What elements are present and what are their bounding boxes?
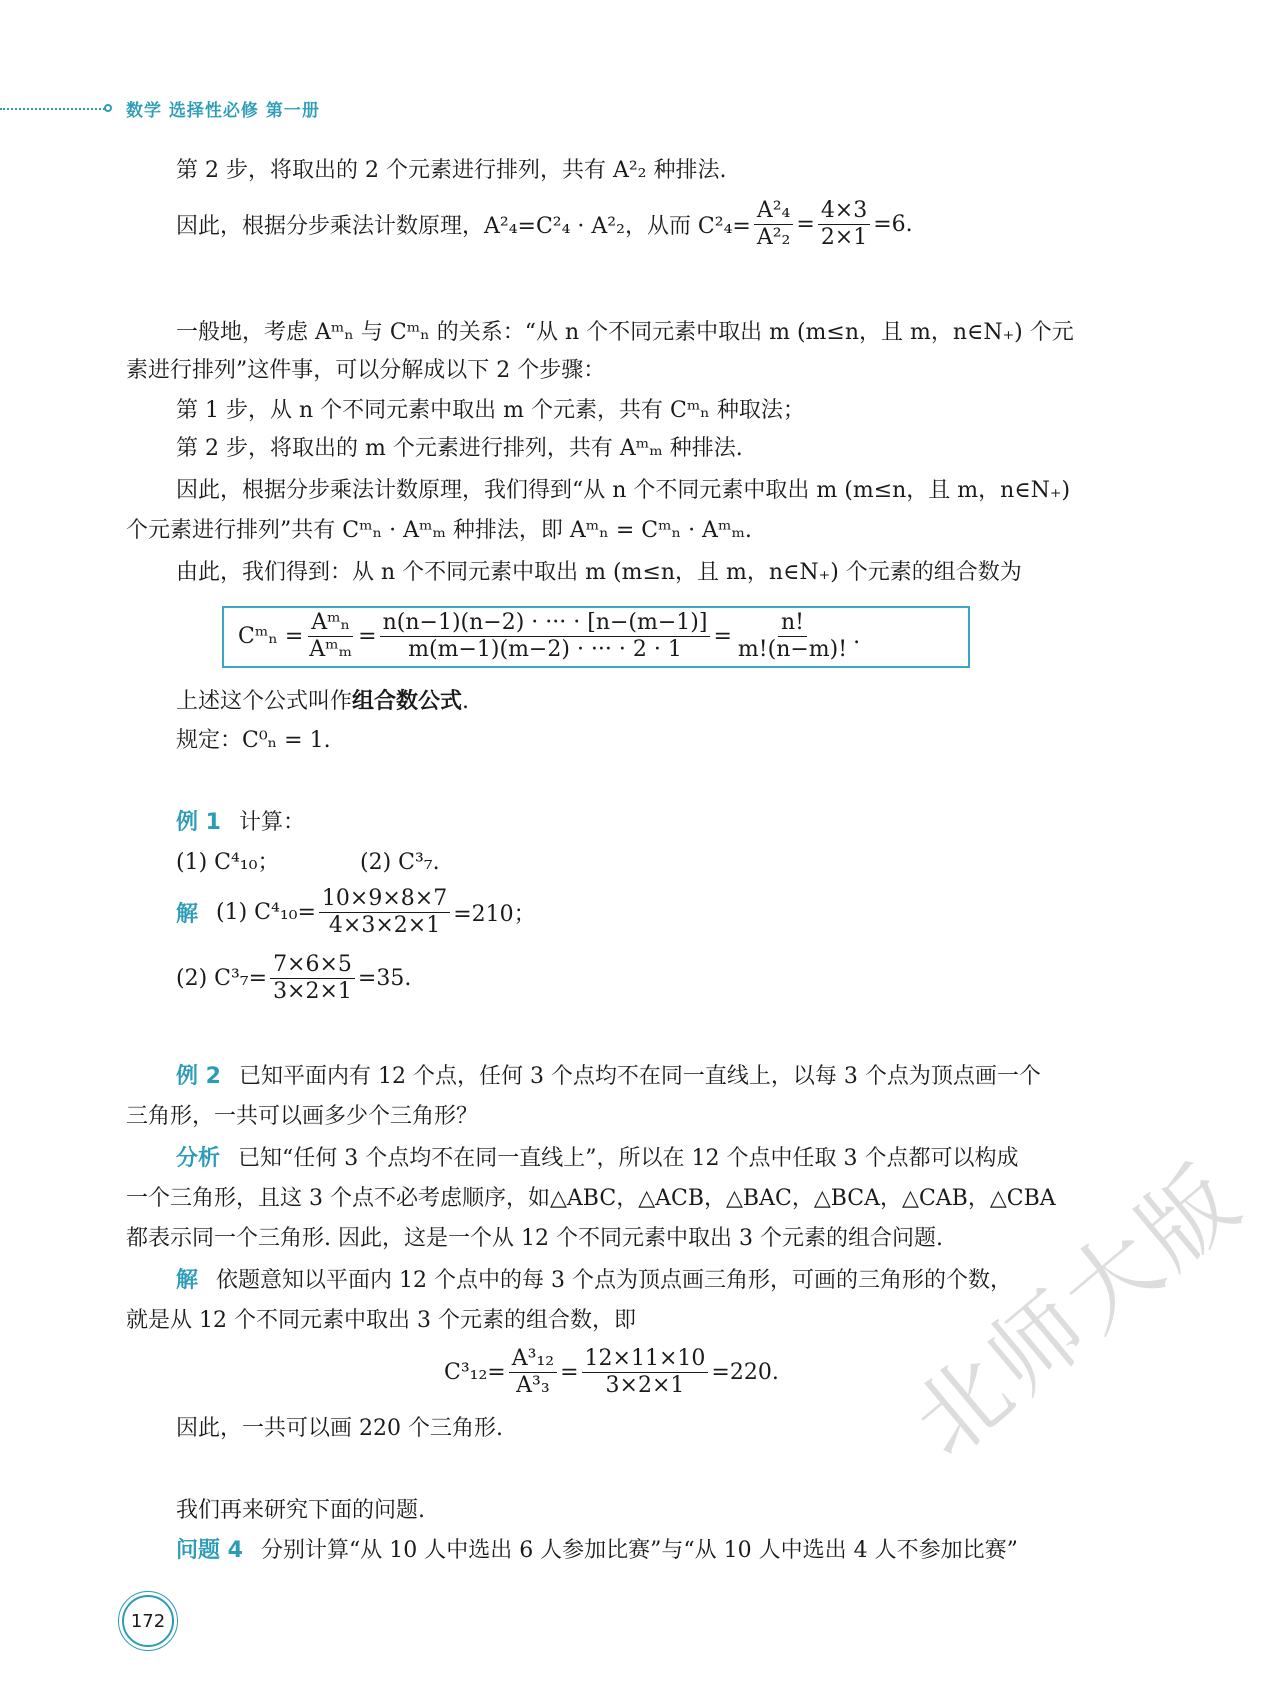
example1-question-1: (1) C⁴₁₀； bbox=[176, 850, 280, 875]
fraction-denominator: m!(n−m)! bbox=[737, 637, 848, 662]
example1-solution-2 bbox=[176, 952, 411, 1005]
text-line: 个元素进行排列”共有 Cᵐₙ · Aᵐₘ 种排法，即 Aᵐₙ = Cᵐₙ · Aᵐₘ. bbox=[126, 518, 752, 543]
text-line: 第 1 步，从 n 个不同元素中取出 m 个元素，共有 Cᵐₙ 种取法； bbox=[176, 398, 805, 423]
header-dot bbox=[104, 104, 112, 112]
text-line: 由此，我们得到：从 n 个不同元素中取出 m (m≤n，且 m，n∈N₊) 个元素的组合数为 bbox=[176, 560, 1022, 585]
example-label: 例 1 bbox=[176, 810, 221, 835]
text-line: 一般地，考虑 Aᵐₙ 与 Cᵐₙ 的关系：“从 n 个不同元素中取出 m (m≤n，且 m，n∈N₊) 个元 bbox=[176, 320, 1074, 345]
example1-question-2: (2) C³₇. bbox=[360, 850, 440, 875]
math-text: = bbox=[713, 624, 732, 649]
book-header-title: 数学 选择性必修 第一册 bbox=[126, 101, 320, 121]
fraction-denominator: 3×2×1 bbox=[273, 979, 352, 1004]
example1-heading bbox=[176, 806, 305, 840]
example1-solution-1 bbox=[176, 886, 536, 939]
text-line: 素进行排列”这件事，可以分解成以下 2 个步骤： bbox=[126, 358, 606, 383]
fraction bbox=[306, 610, 355, 663]
publisher-watermark: 北师大版 bbox=[892, 1143, 1262, 1478]
fraction bbox=[818, 198, 870, 251]
example2-question-line2: 三角形，一共可以画多少个三角形？ bbox=[126, 1104, 479, 1129]
page-number: 172 bbox=[122, 1595, 174, 1647]
math-text: = bbox=[560, 1360, 579, 1385]
fraction-denominator: 2×1 bbox=[820, 225, 868, 250]
math-text: =210； bbox=[453, 902, 536, 927]
fraction-denominator: 3×2×1 bbox=[605, 1373, 685, 1398]
math-text: 因此，根据分步乘法计数原理，A²₄=C²₄ · A²₂，从而 C²₄= bbox=[176, 214, 751, 239]
fraction-numerator: n(n−1)(n−2) · ··· · [n−(m−1)] bbox=[380, 610, 711, 637]
fraction bbox=[270, 952, 355, 1005]
text-line: 因此，根据分步乘法计数原理，我们得到“从 n 个不同元素中取出 m (m≤n，且 m，n∈N₊) bbox=[176, 478, 1071, 503]
example2-analysis-line2: 一个三角形，且这 3 个点不必考虑顺序，如△ABC，△ACB，△BAC，△BCA，△CAB，△CBA bbox=[126, 1186, 1056, 1211]
rule-line: 规定：C⁰ₙ = 1. bbox=[176, 728, 331, 753]
fraction bbox=[735, 610, 850, 663]
fraction-denominator: 4×3×2×1 bbox=[328, 913, 441, 938]
example2-question-line1 bbox=[176, 1060, 1041, 1094]
fraction-numerator: 4×3 bbox=[818, 198, 870, 225]
fraction bbox=[582, 1346, 709, 1399]
math-text: = bbox=[358, 624, 377, 649]
text: 已知平面内有 12 个点，任何 3 个点均不在同一直线上，以每 3 个点为顶点画一个 bbox=[238, 1064, 1041, 1089]
fraction-numerator: n! bbox=[778, 610, 807, 637]
math-text: C³₁₂= bbox=[444, 1360, 506, 1385]
text-line: 第 2 步，将取出的 m 个元素进行排列，共有 Aᵐₘ 种排法. bbox=[176, 436, 743, 461]
fraction-denominator: Aᵐₘ bbox=[309, 637, 353, 662]
formula-lhs: Cᵐₙ = bbox=[238, 624, 304, 649]
text: . bbox=[462, 689, 470, 714]
analysis-label: 分析 bbox=[176, 1146, 221, 1171]
math-text: (2) C³₇= bbox=[176, 966, 268, 991]
fraction-numerator: 12×11×10 bbox=[582, 1346, 709, 1373]
math-text: = bbox=[796, 212, 815, 237]
fraction-denominator: A²₂ bbox=[756, 225, 791, 250]
fraction-numerator: A²₄ bbox=[754, 198, 794, 225]
combination-formula bbox=[238, 610, 860, 663]
math-line bbox=[176, 198, 913, 251]
text: 依题意知以平面内 12 个点中的每 3 个点为顶点画三角形，可画的三角形的个数， bbox=[216, 1268, 1012, 1293]
math-text: =220. bbox=[711, 1360, 779, 1385]
fraction-numerator: 10×9×8×7 bbox=[319, 886, 450, 913]
formula-name-line bbox=[176, 684, 469, 719]
bold-term: 组合数公式 bbox=[352, 688, 463, 714]
header-dotted-line bbox=[0, 108, 108, 110]
fraction-numerator: A³₁₂ bbox=[509, 1346, 557, 1373]
text: 已知“任何 3 个点均不在同一直线上”，所以在 12 个点中任取 3 个点都可以构成 bbox=[238, 1146, 1019, 1171]
math-text: . bbox=[853, 624, 861, 649]
math-text: =6. bbox=[873, 212, 913, 237]
solution-label: 解 bbox=[176, 1268, 199, 1293]
example2-solution-line2: 就是从 12 个不同元素中取出 3 个元素的组合数，即 bbox=[126, 1308, 636, 1333]
example-task: 计算： bbox=[238, 810, 305, 835]
example2-conclusion: 因此，一共可以画 220 个三角形. bbox=[176, 1416, 503, 1441]
text-line: 第 2 步，将取出的 2 个元素进行排列，共有 A²₂ 种排法. bbox=[176, 158, 727, 183]
fraction bbox=[319, 886, 450, 939]
text: 分别计算“从 10 人中选出 6 人参加比赛”与“从 10 人中选出 4 人不参加比赛” bbox=[260, 1538, 1018, 1563]
fraction-denominator: A³₃ bbox=[516, 1373, 550, 1398]
solution-label: 解 bbox=[176, 902, 199, 927]
math-text: =35. bbox=[357, 966, 412, 991]
fraction bbox=[509, 1346, 557, 1399]
text: 上述这个公式叫作 bbox=[176, 689, 353, 714]
fraction-numerator: Aᵐₙ bbox=[308, 610, 353, 637]
fraction bbox=[380, 610, 711, 663]
fraction bbox=[754, 198, 794, 251]
problem-label: 问题 4 bbox=[176, 1538, 243, 1563]
example-label: 例 2 bbox=[176, 1064, 221, 1089]
example2-formula bbox=[444, 1346, 779, 1399]
example2-solution-line1 bbox=[176, 1264, 1012, 1298]
problem4-line bbox=[176, 1534, 1018, 1568]
example2-analysis-line3: 都表示同一个三角形. 因此，这是一个从 12 个不同元素中取出 3 个元素的组合问题. bbox=[126, 1226, 943, 1251]
math-text: (1) C⁴₁₀= bbox=[216, 900, 316, 925]
example2-analysis-line1 bbox=[176, 1142, 1018, 1176]
fraction-denominator: m(m−1)(m−2) · ··· · 2 · 1 bbox=[408, 637, 682, 662]
outro-line: 我们再来研究下面的问题. bbox=[176, 1498, 425, 1523]
fraction-numerator: 7×6×5 bbox=[270, 952, 355, 979]
